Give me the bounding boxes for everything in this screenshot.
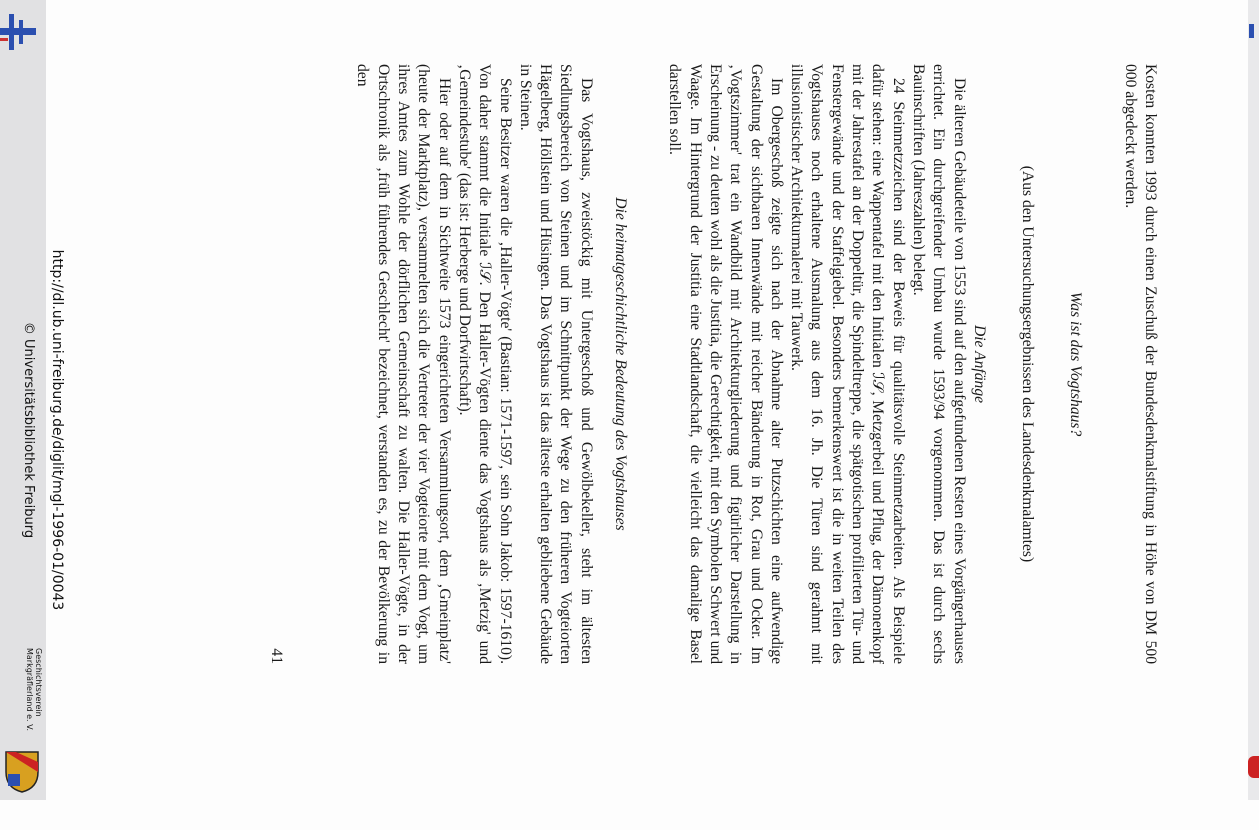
- document-page: [208, 64, 1160, 664]
- section-title: Was ist das Vogtshaus?: [1067, 291, 1085, 437]
- heading-anfaenge: Die Anfänge: [970, 324, 988, 404]
- paragraph-2: 24 Steinmetzzeichen sind der Beweis für qualitätsvolle Steinmetzarbeiten. Als Beispiele dafür stehen: eine Wappentafel mit den Initialen ℐ𝒮, Metzgerbeil und Pflug, der Dämonenkopf mit der Jahrestafel an der Doppeltür, die Spindeltreppe, die spätgotischen profilierten Tür- und Fenstergewände und der Staffelgiebel. Besonders bemerkenswert ist die in weiten Teilen des Vogtshauses noch erhaltene Ausmalung aus dem 16. Jh. Die Türen sind gerahmt mit illusionistischer Architekturmalerei mit Tauwerk.: [788, 64, 907, 664]
- paragraph-4: Das Vogtshaus, zweistöckig mit Untergeschoß und Gewölbekeller, steht im ältesten Siedlungsbereich von Steinen und im Schnittpunkt der Wege zu den früheren Vogteiorten Hägelberg, Höllstein und Hüsingen. Das Vogtshaus ist das älteste erhalten gebliebene Gebäude in Steinen.: [516, 64, 595, 664]
- coat-of-arms-icon: [2, 748, 42, 794]
- footer-url[interactable]: http://dl.ub.uni-freiburg.de/diglit/mgl-1996-01/0043: [49, 249, 65, 611]
- paragraph-1: Die älteren Gebäudeteile von 1553 sind auf den aufgefundenen Resten eines Vorgängerhauses errichtet. Ein durchgreifender Umbau wurde 1593/94 vorgenommen. Das ist durch sechs Bauinschriften (Jahreszahlen) belegt.: [909, 64, 968, 664]
- right-rail-mark-icon: [1249, 24, 1254, 38]
- footer-copyright: © Universitätsbibliothek Freiburg: [21, 321, 36, 539]
- intro-paragraph: Kosten konnten 1993 durch einen Zuschuß der Bundesdenkmalstiftung in Höhe von DM 500 000 abgedeckt werden.: [1121, 64, 1159, 664]
- right-rail-badge-icon: [1248, 756, 1259, 778]
- right-sidebar: [1248, 0, 1259, 800]
- paragraph-6: Hier oder auf dem in Sichtweite 1573 eingerichteten Versammlungsort, dem ‚Gmeinplatz' (heute der Marktplatz), versammelten sich die Vertreter der vier Vogteiorte mit dem Vogt, um ihres Amtes zum Wohle der dörflichen Gemeinschaft zu walten. Die Haller-Vögte, in der Ortschronik als ‚früh führendes Geschlecht' bezeichnet, verstanden es, zu der Bevölkerung in den: [354, 64, 453, 664]
- paragraph-5: Seine Besitzer waren die ‚Haller-Vögte' (Bastian: 1571-1597, sein Sohn Jakob: 1597-1610). Von daher stammt die Initiale ℐ𝒮. Den Haller-Vögten diente das Vogtshaus als ‚Metzig' und ‚Gemeindestube' (das ist: Herberge und Dorfwirtschaft).: [455, 64, 514, 664]
- paragraph-3: Im Obergeschoß zeigte sich nach der Abnahme alter Putzschichten eine aufwendige Gestaltung der sichtbaren Innenwände mit reicher Bänderung in Rot, Grau und Ocker. Im ‚Vogtszimmer' trat ein Wandbild mit Architekturgliederung und figürlicher Darstellung in Erscheinung - zu deuten wohl als die Justitia, die Gerechtigkeit, mit den Symbolen Schwert und Waage. Im Hintergrund der Justitia eine Stadtlandschaft, die vielleicht das damalige Basel darstellen soll.: [666, 64, 785, 664]
- sponsor-label: [25, 648, 43, 731]
- sponsor-label-line1: Geschichtsverein: [34, 648, 43, 717]
- sponsor-label-line2: Markgräflerland e. V.: [25, 648, 34, 732]
- heading-bedeutung: Die heimatgeschichtliche Bedeutung des Vogtshauses: [612, 197, 630, 531]
- page-number: 41: [268, 648, 286, 664]
- section-subtitle: (Aus den Untersuchungsergebnissen des Landesdenkmalamtes): [1019, 165, 1037, 563]
